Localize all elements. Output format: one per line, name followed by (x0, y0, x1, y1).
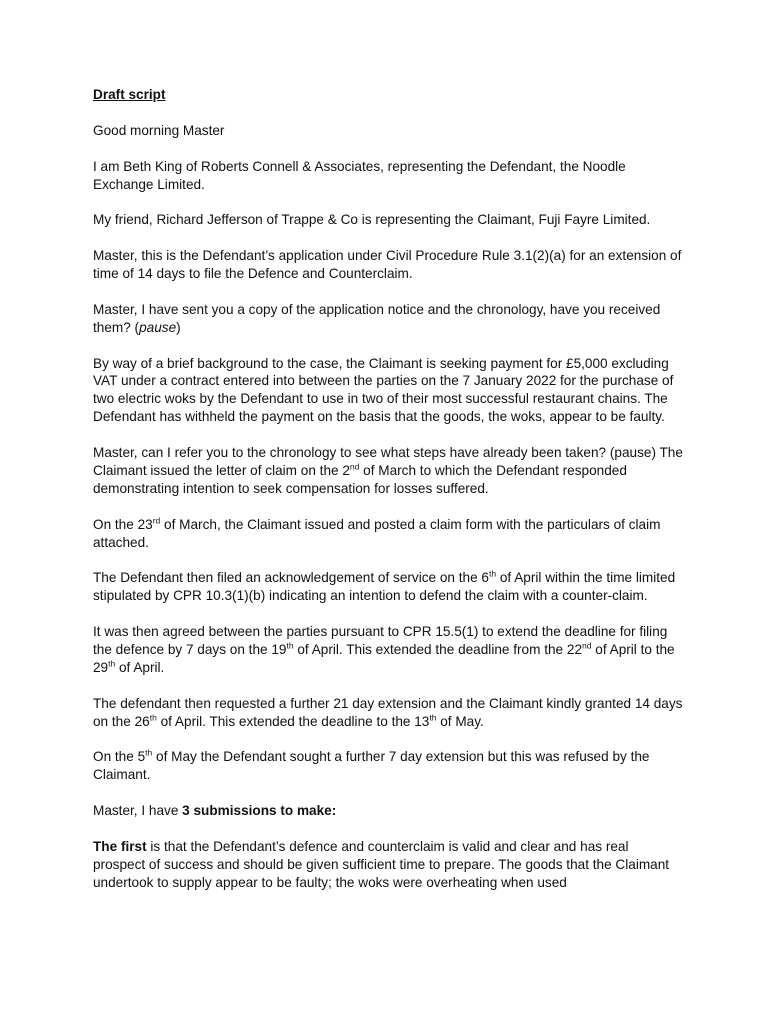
intro-paragraph: I am Beth King of Roberts Connell & Associates, representing the Defendant, the Noodle Exchange Limited. (93, 158, 626, 192)
claim-form-paragraph: On the 23rd of March, the Claimant issued and posted a claim form with the particulars of claim attached. (93, 515, 661, 550)
copy-paragraph: Master, I have sent you a copy of the application notice and the chronology, have you received them? (pause) (93, 301, 661, 335)
background-paragraph: By way of a brief background to the case, the Claimant is seeking payment for £5,000 excluding VAT under a contract entered into between the parties on the 7 January 2022 for the purchase of two electric woks by the Defendant to use in two of their most successful restaurant chains. The Defendant has withheld the payment on the basis that the goods, the woks, appear to be faulty. (93, 355, 674, 425)
first-submission-paragraph: The first is that the Defendant’s defence and counterclaim is valid and clear and has real prospect of success and should be given sufficient time to prepare. The goods that the Claimant undertook to supply appear to be faulty; the woks were overheating when used (93, 838, 670, 890)
greeting-paragraph: Good morning Master (93, 122, 225, 138)
chronology-paragraph: Master, can I refer you to the chronology to see what steps have already been taken? (pause) The Claimant issued the letter of claim on the 2nd of March to which the Defendant responded demonstrating intention to seek compensation for losses suffered. (93, 445, 683, 496)
submissions-paragraph: Master, I have 3 submissions to make: (93, 803, 337, 819)
application-paragraph: Master, this is the Defendant’s application under Civil Procedure Rule 3.1(2)(a) for an extension of time of 14 days to file the Defence and Counterclaim. (93, 248, 682, 281)
document-title: Draft script (93, 87, 166, 102)
acknowledgement-paragraph: The Defendant then filed an acknowledgement of service on the 6th of April within the time limited stipulated by CPR 10.3(1)(b) indicating an intention to defend the claim with a counter-claim. (93, 568, 676, 604)
refused-extension-paragraph: On the 5th of May the Defendant sought a further 7 day extension but this was refused by the Claimant. (93, 747, 650, 783)
further-extension-paragraph: The defendant then requested a further 21 day extension and the Claimant kindly granted 14 days on the 26th of April. This extended the deadline to the 13th of May. (93, 695, 683, 729)
friend-paragraph: My friend, Richard Jefferson of Trappe & Co is representing the Claimant, Fuji Fayre Limited. (93, 212, 651, 228)
agreed-extension-paragraph: It was then agreed between the parties pursuant to CPR 15.5(1) to extend the deadline for filing the defence by 7 days on the 19th of April. This extended the deadline from the 22nd of April to the 29th of April. (93, 624, 675, 675)
document-body (93, 86, 683, 909)
